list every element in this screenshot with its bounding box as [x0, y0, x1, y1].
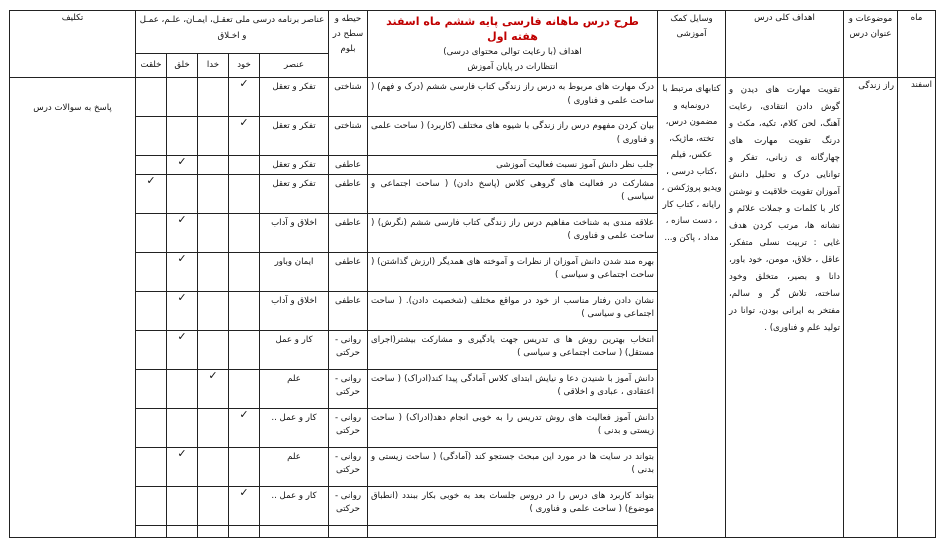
- check-cell-god: [198, 525, 229, 537]
- goal-cell: بتواند در سایت ها در مورد این مبحث جستجو کند (آمادگی) ( ساحت زیستی و بدنی ): [368, 447, 658, 486]
- goal-cell: بهره مند شدن دانش آموزان از نظرات و آموخته های همدیگر (ارزش گذاشتن) ( ساحت اجتماعی و سیاسی ): [368, 252, 658, 291]
- check-cell-self: [229, 174, 260, 213]
- check-cell-creation: [136, 156, 167, 175]
- checkmark-icon: ✓: [239, 486, 249, 499]
- homework-cell: پاسخ به سوالات درس: [10, 78, 136, 538]
- goal-cell: انتخاب بهترین روش ها ی تدریس جهت یادگیری و مشارکت بیشتر(اجرای مستقل) ( ساحت اجتماعی و سیاسی ): [368, 330, 658, 369]
- bloom-domain-cell: روانی - حرکتی: [329, 486, 368, 525]
- header-homework: تکلیف: [10, 11, 136, 78]
- goal-cell: بیان کردن مفهوم درس راز زندگی با شیوه های مختلف (کاربرد) ( ساحت علمی و فناوری ): [368, 117, 658, 156]
- element-cell: تفکر و تعقل: [260, 174, 329, 213]
- check-cell-people: [167, 252, 198, 291]
- bloom-domain-cell: روانی - حرکتی: [329, 369, 368, 408]
- check-cell-self: [229, 156, 260, 175]
- check-cell-god: [198, 369, 229, 408]
- checkmark-icon: ✓: [177, 291, 187, 304]
- check-cell-people: [167, 156, 198, 175]
- checkmark-icon: ✓: [177, 447, 187, 460]
- goal-cell: علاقه مندی به شناخت مفاهیم درس راز زندگی کتاب فارسی ششم (نگرش) ( ساحت علمی و فناوری ): [368, 213, 658, 252]
- checkmark-icon: ✓: [177, 213, 187, 226]
- check-cell-self: [229, 78, 260, 117]
- teaching-aids-cell: کتابهای مرتبط با درونمایه و مضمون درس، تخته، ماژیک، عکس، فیلم ،کتاب درسی ، ویدیو پروژکشن ، رایانه ، کتاب کار ، دست سازه ، مداد ، پاکن و...: [658, 78, 726, 538]
- element-cell: کار و عمل ..: [260, 486, 329, 525]
- plan-subtitle-expectations: انتظارات در پایان آموزش: [467, 61, 558, 72]
- goal-cell: دانش آموز فعالیت های روش تدریس را به خوبی انجام دهد(ادراک) ( ساحت زیستی و بدنی ): [368, 408, 658, 447]
- check-cell-god: [198, 213, 229, 252]
- check-cell-god: [198, 252, 229, 291]
- check-cell-self: [229, 408, 260, 447]
- check-cell-self: [229, 447, 260, 486]
- check-cell-self: [229, 213, 260, 252]
- plan-row: [10, 78, 936, 117]
- check-cell-god: [198, 291, 229, 330]
- plan-title: طرح درس ماهانه فارسی پایه ششم ماه اسفند هفته اول: [386, 14, 639, 43]
- goal-cell: نشان دادن رفتار مناسب از خود در مواقع مختلف (شخصیت دادن). ( ساحت اجتماعی و سیاسی ): [368, 291, 658, 330]
- header-bloom-domain: حیطه و سطح در بلوم: [329, 11, 368, 78]
- bloom-domain-cell: [329, 525, 368, 537]
- check-cell-god: [198, 447, 229, 486]
- check-cell-creation: [136, 78, 167, 117]
- check-cell-people: [167, 78, 198, 117]
- check-cell-people: [167, 408, 198, 447]
- check-cell-creation: [136, 369, 167, 408]
- header-element: عنصر: [260, 54, 329, 78]
- check-cell-self: [229, 252, 260, 291]
- header-plan: [368, 11, 658, 78]
- header-general-goals: اهداف کلی درس: [726, 11, 844, 78]
- checkmark-icon: ✓: [177, 330, 187, 343]
- element-cell: کار و عمل: [260, 330, 329, 369]
- check-cell-people: [167, 117, 198, 156]
- header-month: ماه: [898, 11, 936, 78]
- bloom-domain-cell: عاطفی: [329, 252, 368, 291]
- header-creation: خلقت: [136, 54, 167, 78]
- element-cell: تفکر و تعقل: [260, 117, 329, 156]
- check-cell-creation: [136, 486, 167, 525]
- check-cell-people: [167, 213, 198, 252]
- check-cell-creation: [136, 447, 167, 486]
- checkmark-icon: ✓: [146, 174, 156, 187]
- check-cell-people: [167, 369, 198, 408]
- element-cell: اخلاق و آداب: [260, 213, 329, 252]
- check-cell-self: [229, 369, 260, 408]
- check-cell-creation: [136, 117, 167, 156]
- check-cell-god: [198, 156, 229, 175]
- bloom-domain-cell: شناختی: [329, 117, 368, 156]
- check-cell-creation: [136, 330, 167, 369]
- bloom-domain-cell: روانی - حرکتی: [329, 330, 368, 369]
- check-cell-creation: [136, 291, 167, 330]
- element-cell: اخلاق و آداب: [260, 291, 329, 330]
- check-cell-people: [167, 330, 198, 369]
- check-cell-god: [198, 408, 229, 447]
- lesson-plan-sheet: [9, 10, 935, 538]
- header-people: خلق: [167, 54, 198, 78]
- goal-cell: جلب نظر دانش آموز نسبت فعالیت آموزشی: [368, 156, 658, 175]
- check-cell-self: [229, 330, 260, 369]
- check-cell-god: [198, 174, 229, 213]
- check-cell-people: [167, 525, 198, 537]
- checkmark-icon: ✓: [177, 252, 187, 265]
- check-cell-people: [167, 486, 198, 525]
- goal-cell: مشارکت در فعالیت های گروهی کلاس (پاسخ دادن) ( ساحت اجتماعی و سیاسی ): [368, 174, 658, 213]
- check-cell-self: [229, 291, 260, 330]
- checkmark-icon: ✓: [208, 369, 218, 382]
- element-cell: کار و عمل ..: [260, 408, 329, 447]
- checkmark-icon: ✓: [239, 116, 249, 129]
- topic-cell: راز زندگی: [844, 78, 898, 538]
- check-cell-god: [198, 486, 229, 525]
- check-cell-god: [198, 78, 229, 117]
- check-cell-self: [229, 525, 260, 537]
- bloom-domain-cell: روانی - حرکتی: [329, 447, 368, 486]
- checkmark-icon: ✓: [239, 408, 249, 421]
- bloom-domain-cell: عاطفی: [329, 291, 368, 330]
- element-cell: تفکر و تعقل: [260, 156, 329, 175]
- element-cell: ایمان وباور: [260, 252, 329, 291]
- goal-cell: بتواند کاربرد های درس را در دروس جلسات بعد به خوبی بکار ببندد (انطباق موضوع) ( ساحت علمی و فناوری ): [368, 486, 658, 525]
- bloom-domain-cell: عاطفی: [329, 156, 368, 175]
- bloom-domain-cell: شناختی: [329, 78, 368, 117]
- check-cell-god: [198, 330, 229, 369]
- element-cell: [260, 525, 329, 537]
- element-cell: تفکر و تعقل: [260, 78, 329, 117]
- header-god: خدا: [198, 54, 229, 78]
- plan-subtitle-goals: اهداف (با رعایت توالی محتوای درسی): [443, 46, 582, 57]
- checkmark-icon: ✓: [239, 77, 249, 90]
- header-aids: وسایل کمک آموزشی: [658, 11, 726, 78]
- header-curriculum-elements: عناصر برنامه درسی ملی تعقـل، ایمـان، علـم، عمـل و اخـلاق: [136, 11, 329, 54]
- check-cell-people: [167, 291, 198, 330]
- general-goals-cell: تقویت مهارت های دیدن و گوش دادن انتقادی، رعایت آهنگ، لحن کلام، تکیه، مکث و درنگ تقویت مهارت های چهارگانه ی زبانی، تفکر و توانایی درک و تحلیل دانش آموزان تقویت خلاقیت و نوشتن کار با کلمات و جملات علائم و نشانه ها، مرتب کردن هدف غایی : تربیت نسلی متفکر، عاقل ، خلاق، مومن، خود باور، دانا و بصیر، متخلق وخود ساخته، تلاش گر و سالم، مفتخر به ایرانی بودن، توانا در تولید علم و فناوری) .: [726, 78, 844, 538]
- check-cell-creation: [136, 525, 167, 537]
- bloom-domain-cell: روانی - حرکتی: [329, 408, 368, 447]
- check-cell-self: [229, 117, 260, 156]
- bloom-domain-cell: عاطفی: [329, 174, 368, 213]
- check-cell-creation: [136, 408, 167, 447]
- header-topic: موضوعات و عنوان درس: [844, 11, 898, 78]
- check-cell-creation: [136, 213, 167, 252]
- bloom-domain-cell: عاطفی: [329, 213, 368, 252]
- check-cell-people: [167, 447, 198, 486]
- check-cell-creation: [136, 174, 167, 213]
- month-cell: اسفند: [898, 78, 936, 538]
- goal-cell: [368, 525, 658, 537]
- header-self: خود: [229, 54, 260, 78]
- check-cell-creation: [136, 252, 167, 291]
- goal-cell: درک مهارت های مربوط به درس راز زندگی کتاب فارسی ششم (درک و فهم) ( ساحت علمی و فناوری ): [368, 78, 658, 117]
- check-cell-self: [229, 486, 260, 525]
- check-cell-god: [198, 117, 229, 156]
- goal-cell: دانش آموز با شنیدن دعا و نیایش ابتدای کلاس آمادگی پیدا کند(ادراک) ( ساحت اعتقادی ، عبادی و اخلاقی ): [368, 369, 658, 408]
- element-cell: علم: [260, 447, 329, 486]
- lesson-plan-table: [9, 10, 936, 538]
- element-cell: علم: [260, 369, 329, 408]
- checkmark-icon: ✓: [177, 155, 187, 168]
- check-cell-people: [167, 174, 198, 213]
